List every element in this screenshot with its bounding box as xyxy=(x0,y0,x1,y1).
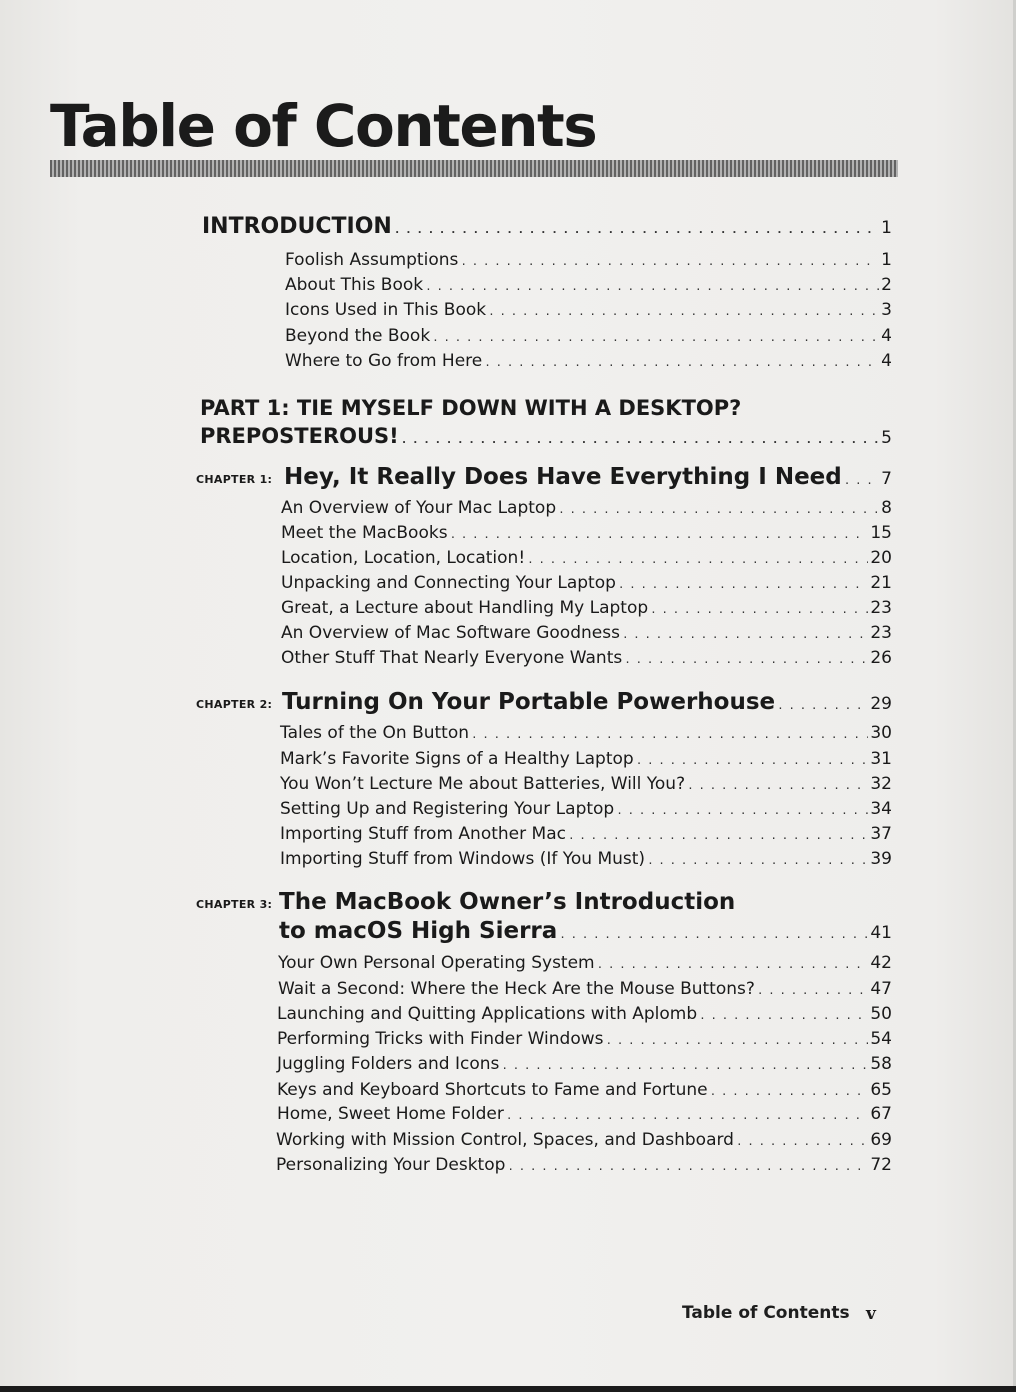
chapter-title: Hey, It Really Does Have Everything I Need xyxy=(284,464,842,490)
entry-label: Importing Stuff from Another Mac xyxy=(280,824,566,844)
toc-entry[interactable] xyxy=(278,979,892,999)
entry-label: Beyond the Book xyxy=(285,326,431,346)
dot-leader xyxy=(568,824,868,844)
entry-page: 8 xyxy=(881,498,892,518)
toc-entry-chapter[interactable] xyxy=(284,464,892,490)
toc-entry[interactable] xyxy=(280,749,892,769)
toc-entry[interactable] xyxy=(281,573,892,593)
toc-entry[interactable] xyxy=(280,774,892,794)
entry-page: 47 xyxy=(870,979,892,999)
entry-page: 15 xyxy=(870,523,892,543)
dot-leader xyxy=(777,694,868,713)
toc-entry[interactable] xyxy=(280,849,892,869)
dot-leader xyxy=(624,648,868,668)
entry-label: Other Stuff That Nearly Everyone Wants xyxy=(281,648,623,668)
dot-leader xyxy=(460,250,879,270)
entry-page: 39 xyxy=(870,849,892,869)
dot-leader xyxy=(647,849,868,869)
toc-entry[interactable] xyxy=(278,953,892,973)
entry-page: 50 xyxy=(870,1004,892,1024)
toc-entry[interactable] xyxy=(280,723,892,743)
scan-border xyxy=(0,1386,1016,1392)
toc-entry[interactable] xyxy=(277,1104,892,1124)
entry-page: 54 xyxy=(870,1029,892,1049)
toc-entry[interactable] xyxy=(280,799,892,819)
dot-leader xyxy=(432,326,879,346)
entry-label: Foolish Assumptions xyxy=(285,250,459,270)
dot-leader xyxy=(622,623,868,643)
entry-label: Where to Go from Here xyxy=(285,351,483,371)
dot-leader xyxy=(687,774,868,794)
entry-page: 29 xyxy=(870,694,892,714)
dot-leader xyxy=(484,351,879,371)
dot-leader xyxy=(501,1054,868,1074)
toc-entry-chapter[interactable] xyxy=(282,689,892,715)
entry-label: Great, a Lecture about Handling My Laptop xyxy=(281,598,649,618)
dot-leader xyxy=(488,300,879,320)
dot-leader xyxy=(618,573,868,593)
page-title: Table of Contents xyxy=(50,92,597,160)
entry-page: 32 xyxy=(870,774,892,794)
title-rule xyxy=(50,160,898,177)
toc-entry[interactable] xyxy=(277,1054,892,1074)
entry-label: Performing Tricks with Finder Windows xyxy=(277,1029,604,1049)
entry-label: Mark’s Favorite Signs of a Healthy Laptop xyxy=(280,749,634,769)
toc-entry[interactable] xyxy=(281,598,892,618)
toc-entry[interactable] xyxy=(276,1130,892,1150)
toc-entry[interactable] xyxy=(285,351,892,371)
dot-leader xyxy=(507,1155,868,1175)
entry-page: 21 xyxy=(870,573,892,593)
entry-page: 37 xyxy=(870,824,892,844)
entry-label: You Won’t Lecture Me about Batteries, Will You? xyxy=(280,774,686,794)
entry-page: 41 xyxy=(870,923,892,943)
entry-page: 7 xyxy=(881,469,892,489)
entry-label: Icons Used in This Book xyxy=(285,300,487,320)
chapter-title: Turning On Your Portable Powerhouse xyxy=(282,689,776,715)
dot-leader xyxy=(699,1004,868,1024)
entry-label: INTRODUCTION xyxy=(202,214,392,239)
toc-entry[interactable] xyxy=(277,1004,892,1024)
entry-label: Setting Up and Registering Your Laptop xyxy=(280,799,615,819)
entry-page: 4 xyxy=(881,326,892,346)
entry-label: Tales of the On Button xyxy=(280,723,470,743)
entry-label: Personalizing Your Desktop xyxy=(276,1155,506,1175)
toc-entry[interactable] xyxy=(281,648,892,668)
toc-entry-part1[interactable] xyxy=(200,424,892,448)
entry-page: 1 xyxy=(881,218,892,238)
toc-entry-chapter[interactable] xyxy=(279,918,892,944)
toc-entry[interactable] xyxy=(281,548,892,568)
entry-label: PREPOSTEROUS! xyxy=(200,424,399,448)
entry-label: Your Own Personal Operating System xyxy=(278,953,595,973)
entry-page: 20 xyxy=(870,548,892,568)
toc-entry[interactable] xyxy=(285,326,892,346)
chapter-title: to macOS High Sierra xyxy=(279,918,558,944)
dot-leader xyxy=(636,749,869,769)
dot-leader xyxy=(844,469,879,488)
entry-page: 5 xyxy=(881,428,892,448)
chapter-title-line1: The MacBook Owner’s Introduction xyxy=(279,889,736,915)
entry-page: 30 xyxy=(870,723,892,743)
entry-page: 65 xyxy=(870,1080,892,1100)
dot-leader xyxy=(710,1080,869,1100)
entry-label: An Overview of Your Mac Laptop xyxy=(281,498,557,518)
entry-page: 34 xyxy=(870,799,892,819)
toc-entry[interactable] xyxy=(277,1080,892,1100)
entry-label: An Overview of Mac Software Goodness xyxy=(281,623,620,643)
toc-entry[interactable] xyxy=(285,250,892,270)
entry-page: 31 xyxy=(870,749,892,769)
dot-leader xyxy=(559,923,868,942)
entry-page: 67 xyxy=(870,1104,892,1124)
entry-label: Importing Stuff from Windows (If You Must) xyxy=(280,849,646,869)
dot-leader xyxy=(401,424,879,448)
entry-label: Juggling Folders and Icons xyxy=(277,1054,500,1074)
entry-label: Working with Mission Control, Spaces, and Dashboard xyxy=(276,1130,734,1150)
dot-leader xyxy=(394,214,879,239)
entry-label: Home, Sweet Home Folder xyxy=(277,1104,504,1124)
running-footer: Table of Contents xyxy=(682,1303,850,1323)
dot-leader xyxy=(425,275,879,295)
entry-label: Unpacking and Connecting Your Laptop xyxy=(281,573,616,593)
part-heading-line1: PART 1: TIE MYSELF DOWN WITH A DESKTOP? xyxy=(200,396,742,420)
toc-entry[interactable] xyxy=(281,498,892,518)
entry-page: 42 xyxy=(870,953,892,973)
chapter-tag: CHAPTER 1: xyxy=(196,473,273,486)
toc-entry[interactable] xyxy=(277,1029,892,1049)
entry-page: 58 xyxy=(870,1054,892,1074)
entry-page: 3 xyxy=(881,300,892,320)
dot-leader xyxy=(606,1029,869,1049)
dot-leader xyxy=(506,1104,869,1124)
page-number: v xyxy=(866,1304,876,1324)
entry-label: Location, Location, Location! xyxy=(281,548,526,568)
entry-page: 26 xyxy=(870,648,892,668)
toc-entry[interactable] xyxy=(280,824,892,844)
entry-label: Keys and Keyboard Shortcuts to Fame and Fortune xyxy=(277,1080,708,1100)
dot-leader xyxy=(757,979,868,999)
entry-page: 23 xyxy=(870,598,892,618)
dot-leader xyxy=(471,723,868,743)
entry-page: 1 xyxy=(881,250,892,270)
chapter-tag: CHAPTER 2: xyxy=(196,698,273,711)
dot-leader xyxy=(558,498,879,518)
toc-entry-introduction[interactable] xyxy=(202,214,892,239)
dot-leader xyxy=(616,799,868,819)
dot-leader xyxy=(450,523,869,543)
entry-label: Launching and Quitting Applications with Aplomb xyxy=(277,1004,698,1024)
toc-entry[interactable] xyxy=(285,275,892,295)
toc-entry[interactable] xyxy=(276,1155,892,1175)
entry-page: 72 xyxy=(870,1155,892,1175)
toc-entry[interactable] xyxy=(285,300,892,320)
entry-label: About This Book xyxy=(285,275,424,295)
entry-label: Meet the MacBooks xyxy=(281,523,448,543)
dot-leader xyxy=(597,953,869,973)
entry-page: 69 xyxy=(870,1130,892,1150)
dot-leader xyxy=(736,1130,868,1150)
entry-page: 4 xyxy=(881,351,892,371)
dot-leader xyxy=(650,598,868,618)
entry-label: Wait a Second: Where the Heck Are the Mouse Buttons? xyxy=(278,979,755,999)
dot-leader xyxy=(527,548,868,568)
chapter-tag: CHAPTER 3: xyxy=(196,898,273,911)
toc-entry[interactable] xyxy=(281,623,892,643)
toc-entry[interactable] xyxy=(281,523,892,543)
entry-page: 23 xyxy=(870,623,892,643)
entry-page: 2 xyxy=(881,275,892,295)
